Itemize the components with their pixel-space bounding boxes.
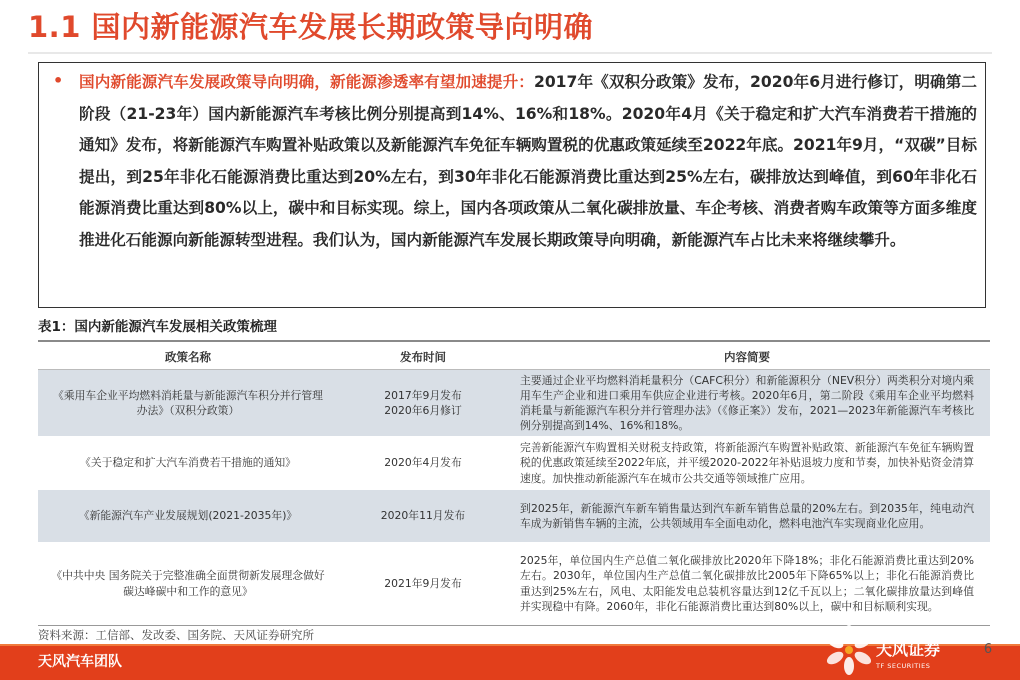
table-row bbox=[38, 490, 990, 542]
logo-subtitle: TF SECURITIES bbox=[876, 662, 931, 670]
release-date-cell bbox=[338, 388, 508, 418]
summary-body: 2017年《双积分政策》发布，2020年6月进行修订，明确第二阶段（21-23年）国内新能源汽车考核比例分别提高到14%、16%和18%。2020年4月《关于稳定和扩大汽车消费若干措施的通知》发布，将新能源汽车购置补贴政策以及新能源汽车免征车辆购置税的优惠政策延续至2022年底。2021年9月，“双碳”目标提出，到25年非化石能源消费比重达到20%左右，到30年非化石能源消费比重达到25%左右，碳排放达到峰值，到60年非化石能源消费比重达到80%以上，碳中和目标实现。综上，国内各项政策从二氧化碳排放量、车企考核、消费者购车政策等方面多维度推进化石能源向新能源转型进程。我们认为，国内新能源汽车发展长期政策导向明确，新能源汽车占比未来将继续攀升。 bbox=[79, 73, 977, 249]
table-header-row bbox=[38, 344, 990, 370]
table-caption: 表1：国内新能源汽车发展相关政策梳理 bbox=[38, 319, 277, 335]
logo-name: 天风证券 bbox=[876, 640, 941, 659]
header-policy-name: 政策名称 bbox=[165, 349, 211, 364]
source-note: 资料来源：工信部、发改委、国务院、天风证券研究所 bbox=[38, 628, 314, 642]
header-summary: 内容简要 bbox=[724, 349, 770, 364]
policy-table bbox=[38, 344, 990, 626]
release-date-cell: 2021年9月发布 bbox=[384, 576, 462, 590]
table-top-rule bbox=[38, 340, 990, 342]
summary-cell: 2025年，单位国内生产总值二氧化碳排放比2020年下降18%；非化石能源消费比重达到20%左右。2030年，单位国内生产总值二氧化碳排放比2005年下降65%以上；非化石能源消费比重达到25%左右，风电、太阳能发电总装机容量达到12亿千瓦以上；二氧化碳排放量达到峰值并实现稳中有降。2060年，非化石能源消费比重达到80%以上，碳中和目标顺利实现。 bbox=[520, 554, 974, 613]
policy-name-cell: 《新能源汽车产业发展规划(2021-2035年)》 bbox=[78, 509, 298, 523]
release-date-cell: 2020年11月发布 bbox=[380, 509, 466, 523]
summary-cell: 到2025年，新能源汽车新车销售量达到汽车新车销售总量的20%左右。到2035年，纯电动汽车成为新销售车辆的主流，公共领域用车全面电动化，燃料电池汽车实现商业化应用。 bbox=[520, 501, 974, 530]
company-logo bbox=[824, 624, 984, 680]
title-divider bbox=[28, 52, 992, 54]
summary-highlight: 国内新能源汽车发展政策导向明确，新能源渗透率有望加速提升： bbox=[79, 73, 534, 91]
team-name: 天风汽车团队 bbox=[38, 654, 122, 670]
page-number: 6 bbox=[983, 642, 993, 657]
table-row bbox=[38, 436, 990, 490]
page-title: 1.1 国内新能源汽车发展长期政策导向明确 bbox=[28, 10, 593, 44]
policy-name-cell: 《中共中央 国务院关于完整准确全面贯彻新发展理念做好碳达峰碳中和工作的意见》 bbox=[51, 569, 325, 598]
policy-name-cell: 《乘用车企业平均燃料消耗量与新能源汽车积分并行管理办法》（双积分政策） bbox=[53, 388, 323, 417]
summary-text bbox=[79, 67, 977, 256]
table-row bbox=[38, 370, 990, 436]
tf-flower-logo-icon bbox=[824, 624, 874, 676]
summary-cell: 完善新能源汽车购置相关财税支持政策，将新能源汽车购置补贴政策、新能源汽车免征车辆购置税的优惠政策延续至2022年底，并平缓2020-2022年补贴退坡力度和节奏，加快补贴资金清算速度。加快推动新能源汽车在城市公共交通等领域推广应用。 bbox=[520, 441, 974, 485]
policy-name-cell: 《关于稳定和扩大汽车消费若干措施的通知》 bbox=[80, 456, 296, 470]
release-date-line: 2017年9月发布 2020年6月修订 bbox=[384, 388, 462, 417]
bullet-marker: • bbox=[53, 71, 64, 90]
header-release-date: 发布时间 bbox=[400, 349, 446, 364]
release-date-cell: 2020年4月发布 bbox=[384, 456, 462, 470]
summary-cell: 主要通过企业平均燃料消耗量积分（CAFC积分）和新能源积分（NEV积分）两类积分对境内乘用车生产企业和进口乘用车供应企业进行考核。2020年6月，第二阶段《乘用车企业平均燃料消耗量与新能源汽车积分并行管理办法》（《修正案》）发布，2021—2023年新能源汽车考核比例分别提高到14%、16%和18%。 bbox=[520, 373, 974, 433]
table-row bbox=[38, 542, 990, 626]
summary-callout bbox=[38, 62, 986, 308]
